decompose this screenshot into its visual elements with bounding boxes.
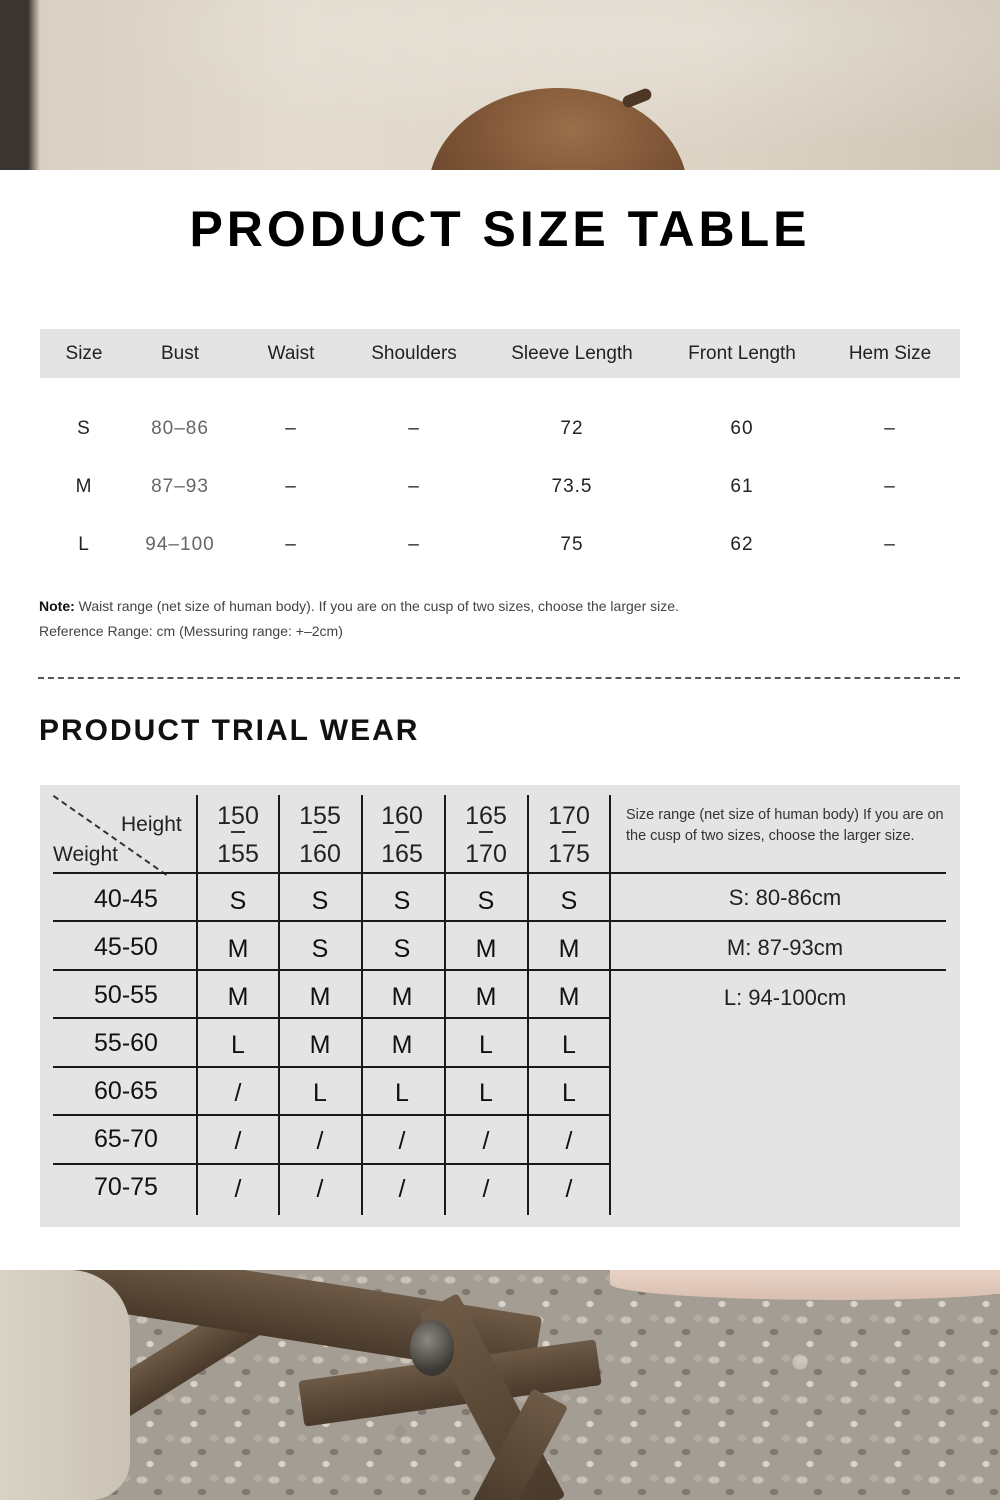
grid-line <box>609 795 611 1215</box>
cell-shoulders: – <box>408 476 420 497</box>
cell-front-length: 62 <box>730 534 754 555</box>
note-label: Note: <box>39 598 75 614</box>
size-cell: M <box>558 983 580 1011</box>
size-cell: S <box>393 887 411 915</box>
cell-sleeve-length: 75 <box>560 534 584 555</box>
height-from: 170 <box>548 802 590 830</box>
size-cell: S <box>229 887 247 915</box>
size-cell: / <box>482 1175 490 1203</box>
height-separator <box>231 831 245 833</box>
size-note <box>39 594 679 644</box>
grid-line <box>527 795 529 1215</box>
size-cell: / <box>316 1175 324 1203</box>
header-shoulders: Shoulders <box>371 343 457 364</box>
grid-line <box>53 1163 610 1165</box>
cell-waist: – <box>285 418 297 439</box>
chair-bolt <box>410 1320 454 1376</box>
height-to: 155 <box>217 840 259 868</box>
size-cell: L <box>313 1079 327 1107</box>
size-cell: L <box>479 1079 493 1107</box>
size-cell: L <box>562 1079 576 1107</box>
cell-front-length: 60 <box>730 418 754 439</box>
size-cell: / <box>565 1175 573 1203</box>
size-cell: M <box>227 935 249 963</box>
grid-line <box>53 872 946 874</box>
height-separator <box>562 831 576 833</box>
height-from: 165 <box>465 802 507 830</box>
grid-line <box>53 969 946 971</box>
size-cell: M <box>309 1031 331 1059</box>
header-front-length: Front Length <box>688 343 796 364</box>
weight-label: 65-70 <box>94 1125 158 1153</box>
bottom-product-photo <box>0 1270 1000 1500</box>
cell-shoulders: – <box>408 534 420 555</box>
grid-line <box>361 795 363 1215</box>
size-row-m <box>40 458 960 516</box>
height-to: 170 <box>465 840 507 868</box>
cell-size: L <box>78 534 90 555</box>
cell-waist: – <box>285 476 297 497</box>
size-cell: L <box>231 1031 245 1059</box>
size-cell: M <box>391 1031 413 1059</box>
size-cell: S <box>311 887 329 915</box>
grid-line <box>53 920 946 922</box>
header-size: Size <box>65 343 103 364</box>
weight-label: 50-55 <box>94 981 158 1009</box>
height-separator <box>313 831 327 833</box>
weight-label: 40-45 <box>94 885 158 913</box>
cell-hem-size: – <box>884 418 896 439</box>
size-cell: / <box>482 1127 490 1155</box>
height-from: 150 <box>217 802 259 830</box>
cell-sleeve-length: 72 <box>560 418 584 439</box>
height-to: 165 <box>381 840 423 868</box>
range-m: M: 87-93cm <box>726 935 844 960</box>
size-cell: / <box>234 1175 242 1203</box>
height-to: 175 <box>548 840 590 868</box>
grid-line <box>53 1066 610 1068</box>
range-l: L: 94-100cm <box>723 985 847 1010</box>
size-cell: / <box>234 1079 242 1107</box>
note-text: Waist range (net size of human body). If you are on the cusp of two sizes, choose the larger size. <box>78 598 679 614</box>
corner-height-label: Height <box>121 813 182 836</box>
size-cell: M <box>227 983 249 1011</box>
size-row-s <box>40 400 960 458</box>
header-waist: Waist <box>267 343 315 364</box>
size-table-title: PRODUCT SIZE TABLE <box>189 201 811 257</box>
reference-range: Reference Range: cm (Messuring range: +–2cm) <box>39 623 343 639</box>
cell-bust: 87–93 <box>151 476 209 497</box>
trial-wear-table <box>40 785 960 1227</box>
size-cell: / <box>316 1127 324 1155</box>
trial-wear-title: PRODUCT TRIAL WEAR <box>39 714 420 747</box>
cell-bust: 80–86 <box>151 418 209 439</box>
size-cell: M <box>391 983 413 1011</box>
height-to: 160 <box>299 840 341 868</box>
weight-label: 45-50 <box>94 933 158 961</box>
size-range-note: Size range (net size of human body) If you are on the cusp of two sizes, choose the larger size. <box>626 807 944 844</box>
linen-trousers <box>0 1270 130 1500</box>
grid-line <box>278 795 280 1215</box>
cell-front-length: 61 <box>730 476 754 497</box>
size-cell: L <box>562 1031 576 1059</box>
size-cell: / <box>398 1127 406 1155</box>
cell-waist: – <box>285 534 297 555</box>
size-cell: / <box>565 1127 573 1155</box>
header-hem-size: Hem Size <box>848 343 932 364</box>
size-cell: S <box>311 935 329 963</box>
section-divider <box>38 677 960 679</box>
weight-label: 55-60 <box>94 1029 158 1057</box>
size-cell: L <box>479 1031 493 1059</box>
cell-hem-size: – <box>884 534 896 555</box>
grid-line <box>444 795 446 1215</box>
size-cell: / <box>234 1127 242 1155</box>
height-from: 160 <box>381 802 423 830</box>
height-separator <box>479 831 493 833</box>
corner-weight-label: Weight <box>53 843 118 866</box>
size-cell: M <box>475 935 497 963</box>
size-cell: / <box>398 1175 406 1203</box>
weight-label: 70-75 <box>94 1173 158 1201</box>
size-row-l <box>40 516 960 574</box>
size-table-header <box>40 329 960 378</box>
size-cell: S <box>393 935 411 963</box>
header-bust: Bust <box>160 343 200 364</box>
height-from: 155 <box>299 802 341 830</box>
size-cell: M <box>558 935 580 963</box>
cell-sleeve-length: 73.5 <box>551 476 593 497</box>
grid-line <box>53 1017 610 1019</box>
height-separator <box>395 831 409 833</box>
weight-label: 60-65 <box>94 1077 158 1105</box>
cell-bust: 94–100 <box>145 534 215 555</box>
size-cell: S <box>560 887 578 915</box>
cell-hem-size: – <box>884 476 896 497</box>
top-product-photo <box>0 0 1000 170</box>
size-cell: M <box>309 983 331 1011</box>
size-table <box>40 329 960 574</box>
header-sleeve-length: Sleeve Length <box>511 343 633 364</box>
grid-line <box>196 795 198 1215</box>
grid-line <box>53 1114 610 1116</box>
cell-size: S <box>77 418 91 439</box>
size-cell: M <box>475 983 497 1011</box>
size-cell: S <box>477 887 495 915</box>
cell-size: M <box>75 476 93 497</box>
cell-shoulders: – <box>408 418 420 439</box>
size-cell: L <box>395 1079 409 1107</box>
range-s: S: 80-86cm <box>728 885 842 910</box>
